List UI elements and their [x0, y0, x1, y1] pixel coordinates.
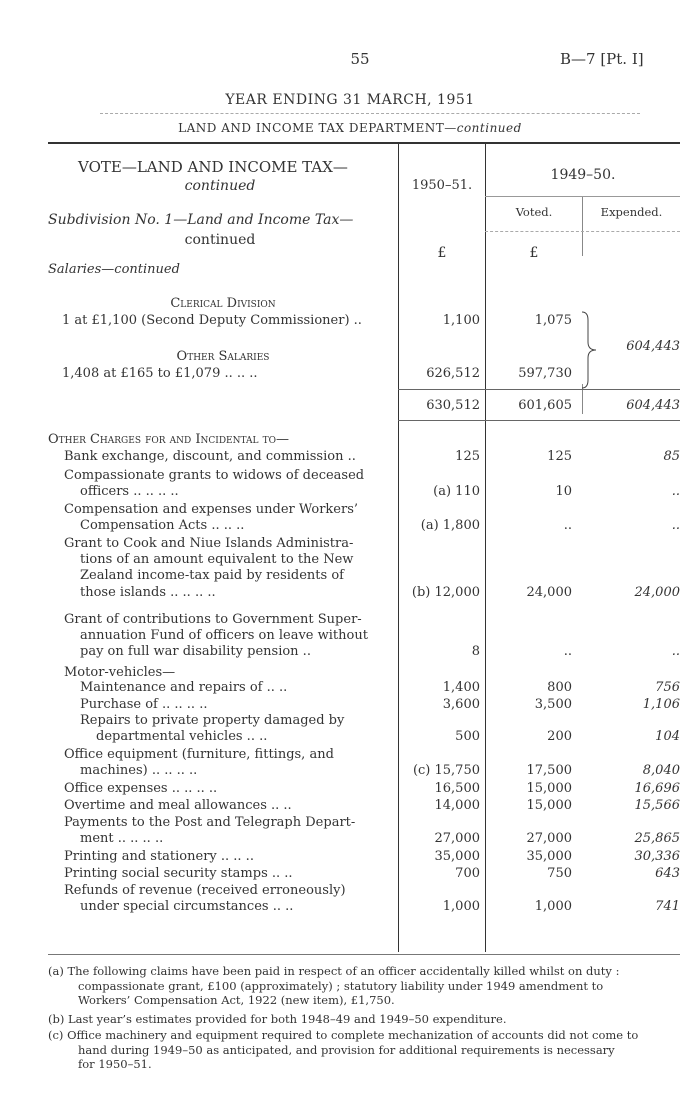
subhead-dashed-rule	[485, 231, 680, 232]
col-voted-header: Voted.	[515, 205, 553, 219]
footnote-rule	[48, 954, 680, 955]
charge-line: ment .. .. .. ..	[80, 831, 164, 847]
other-salaries-1950: 626,512	[426, 366, 480, 381]
col-1949-header: 1949–50.	[550, 167, 616, 183]
charge-voted: 24,000	[526, 584, 572, 600]
total-rule-top	[398, 389, 680, 390]
charge-expended: 25,865	[634, 831, 680, 847]
footnote-line: Workers’ Compensation Act, 1922 (new item), £1,750.	[78, 993, 395, 1007]
charge-1950: 14,000	[434, 798, 480, 813]
col-expended-header: Expended.	[600, 205, 663, 219]
charge-line: machines) .. .. .. ..	[80, 763, 198, 779]
page-reference: B—7 [Pt. I]	[560, 50, 644, 68]
salaries-total-1950: 630,512	[426, 398, 480, 413]
charge-expended: 8,040	[642, 763, 680, 779]
charge-1950: 500	[455, 729, 480, 745]
table-top-rule	[48, 142, 680, 144]
charge-line: Payments to the Post and Telegraph Depart-	[64, 815, 356, 830]
clerical-voted: 1,075	[534, 313, 572, 328]
charge-voted: 800	[547, 680, 572, 695]
charge-voted: 3,500	[534, 697, 572, 712]
col-1950-header: 1950–51.	[411, 178, 473, 193]
footnote-line: (c) Office machinery and equipment required to complete mechanization of accounts did not come to	[48, 1028, 639, 1042]
charge-1950: 16,500	[434, 781, 480, 796]
charge-expended: 85	[663, 449, 680, 464]
charge-line: Compensation and expenses under Workers’	[64, 502, 358, 517]
charge-expended: 16,696	[634, 781, 680, 796]
charge-expended: ..	[671, 484, 680, 500]
charge-voted: 10	[555, 484, 572, 500]
charge-voted: 27,000	[526, 831, 572, 847]
charge-expended: ..	[671, 518, 680, 534]
charge-expended: 15,566	[634, 798, 680, 813]
charge-line: Overtime and meal allowances .. ..	[64, 798, 292, 813]
charge-1950: 35,000	[434, 849, 480, 864]
salaries-heading: Salaries—continued	[48, 262, 180, 277]
charge-1950: 700	[455, 866, 480, 881]
department-heading	[0, 121, 700, 135]
charge-line: Bank exchange, discount, and commission ..	[64, 449, 356, 464]
charge-line: under special circumstances .. ..	[80, 899, 294, 915]
salaries-expended: 604,443	[626, 339, 680, 354]
charge-1950: 27,000	[434, 831, 480, 847]
other-salaries-line: 1,408 at £165 to £1,079 .. .. ..	[62, 366, 258, 381]
charge-1950: 1,000	[442, 899, 480, 915]
charge-line: pay on full war disability pension ..	[80, 644, 311, 660]
currency-voted: £	[529, 245, 539, 261]
charge-line: Grant to Cook and Niue Islands Administra-	[64, 536, 354, 551]
footnote-line: hand during 1949–50 as anticipated, and provision for additional requirements is necessary	[78, 1042, 615, 1057]
page-title: YEAR ENDING 31 MARCH, 1951	[225, 92, 475, 108]
other-salaries-heading: Other Salaries	[176, 349, 270, 364]
subhead-rule	[485, 196, 680, 197]
footnote-line: for 1950–51.	[78, 1057, 152, 1071]
charge-1950: 1,400	[442, 680, 480, 695]
charge-expended: 1,106	[642, 697, 680, 712]
charge-line: Grant of contributions to Government Super-	[64, 612, 362, 627]
department-continued: —continued	[444, 121, 522, 135]
charge-expended: 24,000	[634, 584, 680, 600]
charge-expended: 741	[655, 899, 680, 915]
charge-1950: 8	[471, 644, 480, 660]
charge-voted: 200	[547, 729, 572, 745]
charge-line: annuation Fund of officers on leave without	[80, 628, 368, 644]
vote-heading: VOTE—LAND AND INCOME TAX—	[78, 158, 348, 176]
charge-expended: ..	[671, 644, 680, 660]
charge-voted: ..	[563, 644, 572, 660]
other-charges-heading: Other Charges for and Incidental to—	[48, 432, 289, 447]
footnote-line: compassionate grant, £100 (approximately) ; statutory liability under 1949 amendment to	[78, 978, 604, 993]
charge-line: Office equipment (furniture, fittings, and	[64, 747, 334, 762]
subdivision-heading: Subdivision No. 1—Land and Income Tax—	[48, 212, 354, 228]
charge-line: Repairs to private property damaged by	[80, 713, 345, 728]
currency-1950: £	[437, 245, 447, 261]
charge-line: Purchase of .. .. .. ..	[80, 697, 208, 712]
charge-1950: (c) 15,750	[412, 763, 480, 779]
charge-line: Compassionate grants to widows of deceased	[64, 468, 365, 483]
charge-line: Compensation Acts .. .. ..	[80, 518, 245, 534]
charge-voted: 1,000	[534, 899, 572, 915]
subdivision-continued: continued	[184, 232, 256, 248]
charge-line: officers .. .. .. ..	[80, 484, 179, 500]
salaries-total-voted: 601,605	[518, 398, 572, 413]
charge-line: Printing and stationery .. .. ..	[64, 849, 254, 864]
charge-voted: 15,000	[526, 798, 572, 813]
charge-voted: 15,000	[526, 781, 572, 796]
charge-voted: 35,000	[526, 849, 572, 864]
total-rule-bottom	[398, 420, 680, 421]
charge-line: Motor-vehicles—	[64, 665, 176, 680]
charge-line: Printing social security stamps .. ..	[64, 866, 293, 881]
charge-1950: (a) 110	[433, 484, 480, 500]
charge-line: departmental vehicles .. ..	[96, 729, 268, 745]
header-dashed-rule	[100, 113, 640, 114]
clerical-1950: 1,100	[442, 313, 480, 328]
charge-voted: 17,500	[526, 763, 572, 779]
other-salaries-voted: 597,730	[518, 366, 572, 381]
charge-1950: (a) 1,800	[420, 518, 480, 534]
charge-1950: 125	[455, 449, 480, 464]
charge-expended: 30,336	[634, 849, 680, 864]
charge-1950: 3,600	[442, 697, 480, 712]
department-name: LAND AND INCOME TAX DEPARTMENT	[178, 121, 445, 135]
clerical-line: 1 at £1,100 (Second Deputy Commissioner) ..	[62, 313, 362, 328]
charge-voted: 125	[547, 449, 572, 464]
charge-1950: (b) 12,000	[411, 584, 480, 600]
charge-expended: 643	[655, 866, 680, 881]
charge-line: those islands .. .. .. ..	[80, 584, 216, 600]
salaries-total-expended: 604,443	[626, 398, 680, 413]
vote-continued: continued	[184, 178, 256, 194]
charge-voted: ..	[563, 518, 572, 534]
charge-line: Zealand income-tax paid by residents of	[80, 568, 344, 584]
charge-line: Maintenance and repairs of .. ..	[80, 680, 288, 695]
charge-voted: 750	[547, 866, 572, 881]
footnote-line: (b) Last year’s estimates provided for both 1948–49 and 1949–50 expenditure.	[48, 1012, 507, 1026]
page-number: 55	[350, 50, 370, 68]
charge-line: tions of an amount equivalent to the New	[80, 552, 354, 568]
charge-expended: 104	[655, 729, 680, 745]
charge-line: Refunds of revenue (received erroneously)	[64, 883, 346, 898]
clerical-division-heading: Clerical Division	[170, 296, 276, 311]
footnote-line: (a) The following claims have been paid in respect of an officer accidentally killed whilst on duty :	[48, 964, 620, 978]
charge-line: Office expenses .. .. .. ..	[64, 781, 218, 796]
charge-expended: 756	[655, 680, 680, 695]
